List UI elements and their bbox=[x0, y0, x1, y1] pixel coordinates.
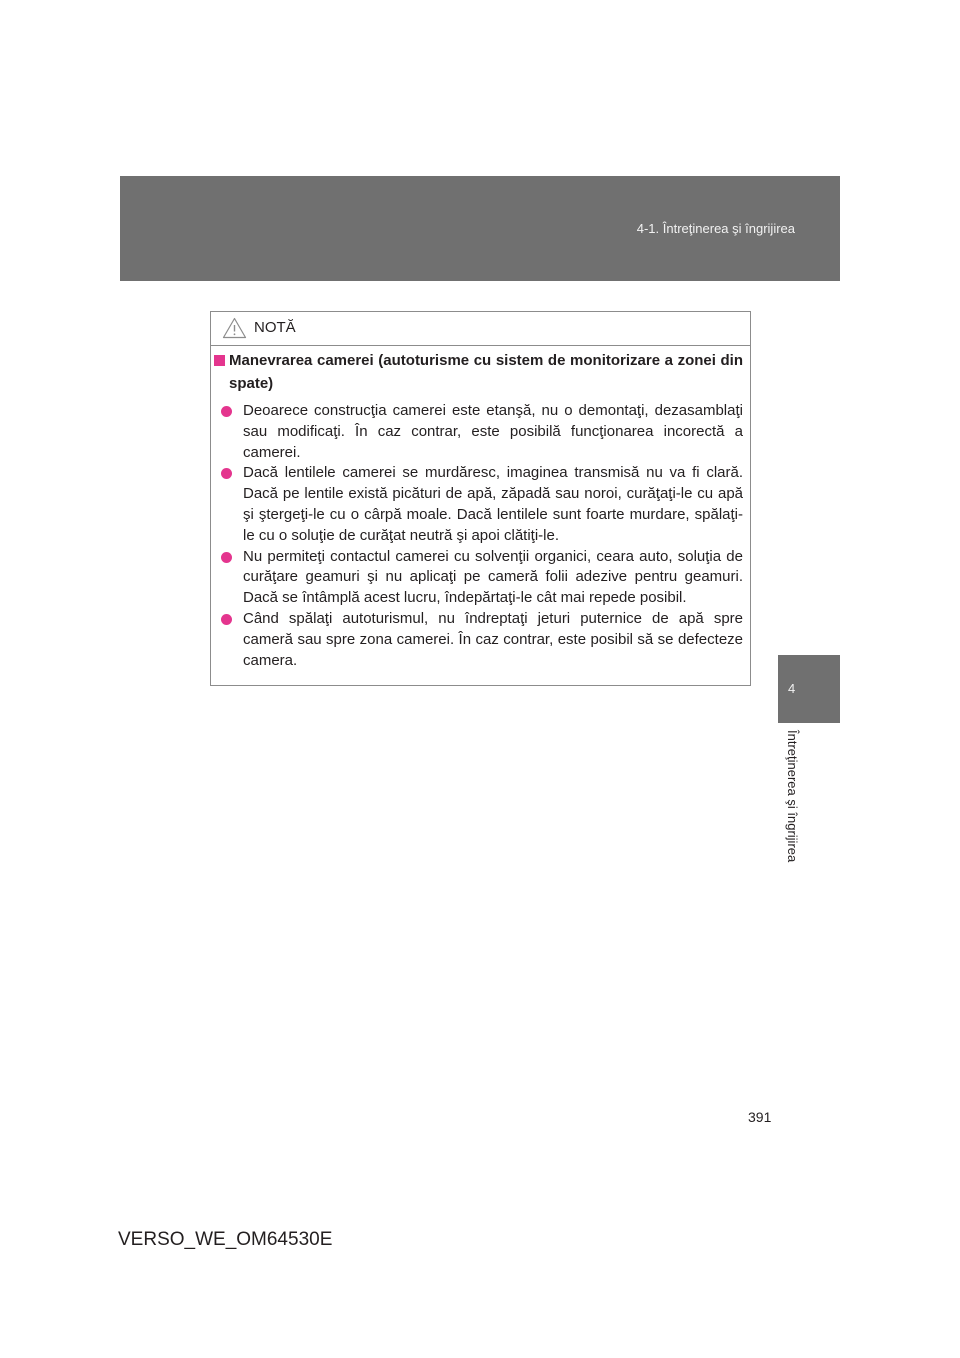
list-item bbox=[221, 609, 743, 671]
section-title: 4-1. Întreţinerea şi îngrijirea bbox=[636, 221, 795, 236]
chapter-tab-label: Întreţinerea şi îngrijirea bbox=[785, 730, 800, 863]
list-item-text: Când spălaţi autoturismul, nu îndreptaţi jeturi puternice de apă spre cameră sau spre zona camerei. În caz contrar, este posibil să se defecteze camera. bbox=[243, 609, 743, 669]
note-box bbox=[210, 311, 751, 686]
page-number: 391 bbox=[748, 1109, 772, 1125]
note-title-row bbox=[211, 312, 750, 346]
note-heading-text: Manevrarea camerei (autoturisme cu sistem de monitorizare a zonei din spate) bbox=[229, 352, 743, 392]
chapter-number: 4 bbox=[788, 681, 796, 696]
warning-icon bbox=[222, 317, 247, 339]
chapter-tab bbox=[778, 655, 840, 723]
bullet-dot-icon bbox=[221, 468, 232, 479]
list-item bbox=[221, 463, 743, 546]
list-item-text: Nu permiteţi contactul camerei cu solvenţii organici, ceara auto, soluţia de curăţare geamuri şi nu aplicaţi pe cameră folii adezive pentru geamuri. Dacă se întâmplă acest lucru, îndepărtaţi-le cât mai repede posibil. bbox=[243, 547, 743, 607]
bullet-dot-icon bbox=[221, 552, 232, 563]
square-bullet-icon bbox=[214, 355, 225, 366]
bullet-dot-icon bbox=[221, 614, 232, 625]
note-bullet-list bbox=[221, 401, 743, 671]
list-item bbox=[221, 401, 743, 463]
note-heading bbox=[229, 349, 743, 395]
list-item bbox=[221, 547, 743, 609]
list-item-text: Dacă lentilele camerei se murdăresc, imaginea transmisă nu va fi clară. Dacă pe lentile există picături de apă, zăpadă sau noroi, curăţaţi-le cu apă şi ştergeţi-le cu o cârpă moale. Dacă lentilele sunt foarte murdare, spălaţi-le cu o soluţie de curăţat neutră şi apoi clătiţi-le. bbox=[243, 464, 743, 544]
note-title: NOTĂ bbox=[254, 319, 296, 336]
document-code: VERSO_WE_OM64530E bbox=[118, 1229, 333, 1250]
list-item-text: Deoarece construcţia camerei este etanşă, nu o demontaţi, dezasamblaţi sau modificaţi. În caz contrar, este posibilă funcţionarea incorectă a camerei. bbox=[243, 402, 743, 461]
bullet-dot-icon bbox=[221, 406, 232, 417]
header-band bbox=[120, 176, 840, 281]
